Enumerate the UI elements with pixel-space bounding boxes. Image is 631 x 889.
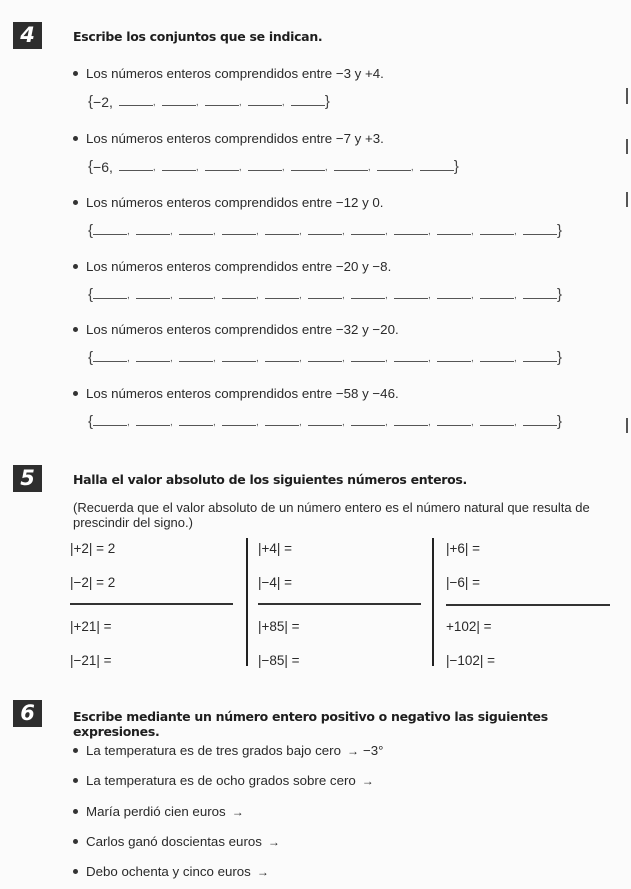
comma-separator: ,: [342, 353, 345, 364]
arrow-right-icon: →: [347, 744, 360, 758]
exercise-number-badge: 6: [13, 700, 42, 727]
answer-blank[interactable]: [93, 415, 127, 426]
absolute-value-expression: |−2| = 2: [70, 575, 116, 590]
comma-separator: ,: [152, 97, 156, 108]
set-prompt: [73, 322, 399, 337]
open-brace: {: [88, 349, 94, 366]
open-brace: {: [88, 93, 94, 110]
open-brace: {: [88, 413, 94, 430]
bullet-icon: [73, 264, 78, 269]
answer-blank[interactable]: [394, 224, 428, 235]
close-brace: }: [557, 349, 563, 366]
answer-blank[interactable]: [308, 288, 342, 299]
answer-blank[interactable]: [179, 415, 213, 426]
absolute-value-expression: |+21| =: [70, 619, 112, 634]
comma-separator: ,: [281, 162, 285, 173]
absolute-value-expression: |−21| =: [70, 653, 112, 668]
scan-edge-mark: [626, 192, 628, 207]
comma-separator: ,: [170, 290, 173, 301]
comma-separator: ,: [195, 97, 199, 108]
answer-blank[interactable]: [480, 288, 514, 299]
bullet-icon: [73, 809, 78, 814]
exercise-heading: Escribe mediante un número entero positivo o negativo las siguientes expresiones.: [73, 709, 548, 739]
answer-blank[interactable]: [93, 224, 127, 235]
absolute-value-expression: +102| =: [446, 619, 492, 634]
comma-separator: ,: [471, 417, 474, 428]
close-brace: }: [557, 413, 563, 430]
absolute-value-expression: |+85| =: [258, 619, 300, 634]
set-prompt: [73, 386, 399, 401]
answer-blank[interactable]: [291, 160, 325, 171]
answer-blank[interactable]: [93, 288, 127, 299]
absolute-value-expression: |−102| =: [446, 653, 496, 668]
answer-blank[interactable]: [136, 288, 170, 299]
prompt-text: Los números enteros comprendidos entre −58 y −46.: [86, 386, 399, 401]
answer-blank[interactable]: [351, 351, 385, 362]
answer-blank[interactable]: [136, 415, 170, 426]
set-prompt: [73, 131, 384, 146]
answer-blank[interactable]: [265, 224, 299, 235]
answer-blank[interactable]: [437, 224, 471, 235]
answer-blank[interactable]: [205, 95, 239, 106]
answer-blank[interactable]: [179, 288, 213, 299]
answer-blank[interactable]: [248, 160, 282, 171]
close-brace: }: [557, 286, 563, 303]
set-answer-row: [88, 348, 562, 366]
arrow-right-icon: →: [256, 865, 269, 879]
answer-blank[interactable]: [523, 224, 557, 235]
comma-separator: ,: [170, 226, 173, 237]
comma-separator: ,: [281, 97, 285, 108]
comma-separator: ,: [514, 417, 517, 428]
answer-blank[interactable]: [351, 415, 385, 426]
comma-separator: ,: [471, 290, 474, 301]
answer-blank[interactable]: [523, 288, 557, 299]
comma-separator: ,: [299, 226, 302, 237]
answer-blank[interactable]: [308, 415, 342, 426]
answer-blank[interactable]: [222, 224, 256, 235]
row-divider: [258, 603, 421, 605]
scan-edge-mark: [626, 88, 628, 104]
prefilled-value: −2,: [93, 94, 113, 110]
expression-text: Carlos ganó doscientas euros: [86, 834, 262, 849]
expression-item: [73, 834, 284, 849]
expression-item: [73, 804, 248, 819]
expression-item: [73, 743, 384, 758]
prompt-text: Los números enteros comprendidos entre −3 y +4.: [86, 66, 384, 81]
answer-blank[interactable]: [136, 351, 170, 362]
answer-blank[interactable]: [377, 160, 411, 171]
answer-blank[interactable]: [308, 224, 342, 235]
answer-blank[interactable]: [93, 351, 127, 362]
answer-blank[interactable]: [480, 224, 514, 235]
comma-separator: ,: [428, 290, 431, 301]
comma-separator: ,: [299, 290, 302, 301]
answer-blank[interactable]: [222, 288, 256, 299]
answer-blank[interactable]: [394, 415, 428, 426]
row-divider: [446, 604, 610, 606]
comma-separator: ,: [238, 97, 242, 108]
answer-blank[interactable]: [480, 415, 514, 426]
exercise-number-badge: 5: [13, 465, 42, 492]
open-brace: {: [88, 286, 94, 303]
comma-separator: ,: [299, 353, 302, 364]
prompt-text: Los números enteros comprendidos entre −7 y +3.: [86, 131, 384, 146]
column-divider: [246, 538, 248, 666]
comma-separator: ,: [127, 353, 130, 364]
answer-blank[interactable]: [162, 95, 196, 106]
comma-separator: ,: [342, 226, 345, 237]
expression-item: [73, 773, 378, 788]
comma-separator: ,: [385, 353, 388, 364]
absolute-value-expression: |−4| =: [258, 575, 293, 590]
comma-separator: ,: [385, 417, 388, 428]
answer-blank[interactable]: [265, 351, 299, 362]
bullet-icon: [73, 748, 78, 753]
answer-blank[interactable]: [523, 351, 557, 362]
exercise-note: (Recuerda que el valor absoluto de un número entero es el número natural que resulta de prescindir del signo.): [73, 500, 590, 530]
answer-blank[interactable]: [222, 415, 256, 426]
comma-separator: ,: [299, 417, 302, 428]
set-answer-row: [88, 221, 562, 239]
expression-text: María perdió cien euros: [86, 804, 226, 819]
comma-separator: ,: [471, 353, 474, 364]
comma-separator: ,: [213, 353, 216, 364]
comma-separator: ,: [514, 226, 517, 237]
scan-edge-mark: [626, 139, 628, 154]
answer-blank[interactable]: [179, 224, 213, 235]
arrow-right-icon: →: [361, 774, 374, 788]
comma-separator: ,: [127, 417, 130, 428]
arrow-right-icon: →: [231, 805, 244, 819]
row-divider: [70, 603, 233, 605]
bullet-icon: [73, 200, 78, 205]
absolute-value-expression: |+4| =: [258, 541, 293, 556]
comma-separator: ,: [514, 290, 517, 301]
answer-blank[interactable]: [437, 415, 471, 426]
bullet-icon: [73, 391, 78, 396]
comma-separator: ,: [385, 290, 388, 301]
comma-separator: ,: [127, 290, 130, 301]
comma-separator: ,: [385, 226, 388, 237]
exercise-heading: Escribe los conjuntos que se indican.: [73, 29, 323, 44]
answer-blank[interactable]: [248, 95, 282, 106]
answer-blank[interactable]: [437, 351, 471, 362]
column-divider: [432, 538, 434, 666]
answer-blank[interactable]: [351, 288, 385, 299]
close-brace: }: [324, 93, 330, 110]
answer-blank[interactable]: [420, 160, 454, 171]
answer-blank[interactable]: [222, 351, 256, 362]
answer-blank[interactable]: [205, 160, 239, 171]
comma-separator: ,: [428, 417, 431, 428]
comma-separator: ,: [367, 162, 371, 173]
set-answer-row: [88, 285, 562, 303]
comma-separator: ,: [324, 162, 328, 173]
bullet-icon: [73, 839, 78, 844]
bullet-icon: [73, 71, 78, 76]
comma-separator: ,: [238, 162, 242, 173]
set-answer-row: [88, 92, 330, 110]
comma-separator: ,: [170, 353, 173, 364]
answer-blank[interactable]: [119, 160, 153, 171]
absolute-value-expression: |+6| =: [446, 541, 481, 556]
close-brace: }: [557, 222, 563, 239]
comma-separator: ,: [514, 353, 517, 364]
comma-separator: ,: [342, 290, 345, 301]
answer-blank[interactable]: [308, 351, 342, 362]
absolute-value-expression: |−85| =: [258, 653, 300, 668]
comma-separator: ,: [410, 162, 414, 173]
comma-separator: ,: [213, 290, 216, 301]
prompt-text: Los números enteros comprendidos entre −32 y −20.: [86, 322, 399, 337]
arrow-right-icon: →: [267, 835, 280, 849]
expression-text: La temperatura es de ocho grados sobre cero: [86, 773, 356, 788]
prompt-text: Los números enteros comprendidos entre −20 y −8.: [86, 259, 392, 274]
scan-edge-mark: [626, 418, 628, 433]
expression-text: Debo ochenta y cinco euros: [86, 864, 251, 879]
exercise-number-badge: 4: [13, 22, 42, 49]
comma-separator: ,: [256, 290, 259, 301]
comma-separator: ,: [170, 417, 173, 428]
answer-blank[interactable]: [162, 160, 196, 171]
comma-separator: ,: [213, 417, 216, 428]
answer-field[interactable]: −3°: [363, 743, 384, 758]
answer-blank[interactable]: [480, 351, 514, 362]
answer-blank[interactable]: [351, 224, 385, 235]
comma-separator: ,: [152, 162, 156, 173]
set-answer-row: [88, 157, 459, 175]
bullet-icon: [73, 136, 78, 141]
open-brace: {: [88, 222, 94, 239]
prefilled-value: −6,: [93, 159, 113, 175]
answer-blank[interactable]: [265, 288, 299, 299]
answer-blank[interactable]: [394, 288, 428, 299]
comma-separator: ,: [127, 226, 130, 237]
answer-blank[interactable]: [394, 351, 428, 362]
comma-separator: ,: [342, 417, 345, 428]
set-prompt: [73, 195, 384, 210]
comma-separator: ,: [256, 417, 259, 428]
cut-off-text-line: [103, 883, 413, 889]
absolute-value-expression: |+2| = 2: [70, 541, 116, 556]
answer-blank[interactable]: [179, 351, 213, 362]
answer-blank[interactable]: [523, 415, 557, 426]
exercise-heading: Halla el valor absoluto de los siguientes números enteros.: [73, 472, 467, 487]
comma-separator: ,: [428, 353, 431, 364]
set-answer-row: [88, 412, 562, 430]
comma-separator: ,: [213, 226, 216, 237]
bullet-icon: [73, 778, 78, 783]
comma-separator: ,: [256, 226, 259, 237]
set-prompt: [73, 259, 391, 274]
answer-blank[interactable]: [437, 288, 471, 299]
answer-blank[interactable]: [136, 224, 170, 235]
open-brace: {: [88, 158, 94, 175]
expression-text: La temperatura es de tres grados bajo cero: [86, 743, 342, 758]
expression-item: [73, 864, 273, 879]
answer-blank[interactable]: [291, 95, 325, 106]
set-prompt: [73, 66, 384, 81]
comma-separator: ,: [256, 353, 259, 364]
comma-separator: ,: [428, 226, 431, 237]
answer-blank[interactable]: [119, 95, 153, 106]
bullet-icon: [73, 327, 78, 332]
comma-separator: ,: [471, 226, 474, 237]
close-brace: }: [453, 158, 459, 175]
absolute-value-expression: |−6| =: [446, 575, 481, 590]
answer-blank[interactable]: [265, 415, 299, 426]
prompt-text: Los números enteros comprendidos entre −12 y 0.: [86, 195, 384, 210]
bullet-icon: [73, 869, 78, 874]
answer-blank[interactable]: [334, 160, 368, 171]
comma-separator: ,: [195, 162, 199, 173]
